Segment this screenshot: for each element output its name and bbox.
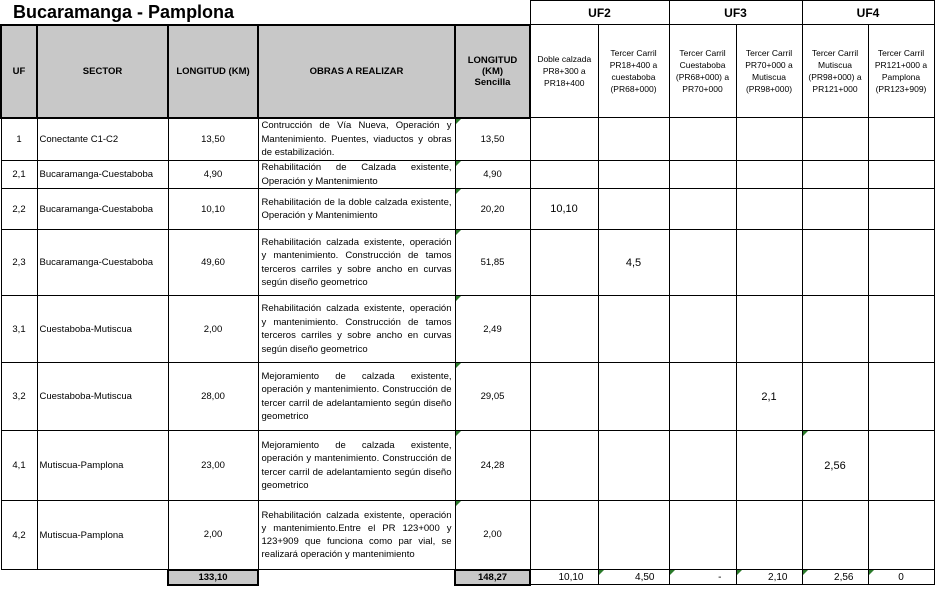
cell-sencilla: 2,49	[455, 296, 530, 363]
cell-sub	[530, 161, 598, 189]
cell-sencilla: 13,50	[455, 118, 530, 161]
header-sub-3: Tercer Carril Cuestaboba (PR68+000) a PR70+000	[669, 25, 736, 118]
cell-sub	[736, 161, 802, 189]
cell-sub	[868, 230, 934, 296]
cell-sub	[868, 161, 934, 189]
title-row	[1, 1, 934, 25]
cell-uf: 2,3	[1, 230, 37, 296]
cell-sub	[868, 431, 934, 501]
cell-sub	[802, 161, 868, 189]
total-sub: 2,56	[802, 570, 868, 585]
header-uf: UF	[1, 25, 37, 118]
cell-obras: Mejoramiento de calzada existente, operación y mantenimiento. Construcción de tercer carril de adelantamiento según diseño geometrico	[258, 363, 455, 431]
cell-sub	[868, 118, 934, 161]
cell-sector: Cuestaboba-Mutiscua	[37, 363, 168, 431]
header-row	[1, 25, 934, 118]
cell-sub	[802, 189, 868, 230]
cell-obras: Contrucción de Vía Nueva, Operación y Mantenimiento. Puentes, viaductos y obras de estabilización.	[258, 118, 455, 161]
cell-sencilla: 20,20	[455, 189, 530, 230]
group-uf2: UF2	[530, 1, 669, 25]
cell-sub	[868, 501, 934, 570]
cell-sub	[802, 296, 868, 363]
header-obras: OBRAS A REALIZAR	[258, 25, 455, 118]
cell-sub	[802, 363, 868, 431]
cell-uf: 2,1	[1, 161, 37, 189]
cell-longitud: 2,00	[168, 296, 258, 363]
cell-sub	[530, 118, 598, 161]
cell-obras: Rehabilitación de la doble calzada existente, Operación y Mantenimiento	[258, 189, 455, 230]
cell-sector: Cuestaboba-Mutiscua	[37, 296, 168, 363]
cell-sub	[598, 189, 669, 230]
cell-sencilla: 24,28	[455, 431, 530, 501]
header-longitud: LONGITUD (KM)	[168, 25, 258, 118]
cell-uf: 1	[1, 118, 37, 161]
cell-sub: 2,56	[802, 431, 868, 501]
cell-uf: 3,2	[1, 363, 37, 431]
cell-sub	[669, 118, 736, 161]
totals-row	[1, 570, 934, 585]
cell-sub	[736, 230, 802, 296]
cell-sub	[598, 501, 669, 570]
header-sector: SECTOR	[37, 25, 168, 118]
table-row	[1, 118, 934, 161]
cell-sub: 2,1	[736, 363, 802, 431]
cell-obras: Rehabilitación de Calzada existente, Operación y Mantenimiento	[258, 161, 455, 189]
cell-longitud: 49,60	[168, 230, 258, 296]
cell-sub	[736, 501, 802, 570]
table-row	[1, 363, 934, 431]
cell-sub	[530, 296, 598, 363]
totals-empty	[1, 570, 37, 585]
cell-uf: 4,2	[1, 501, 37, 570]
cell-sub	[669, 363, 736, 431]
totals-empty	[258, 570, 455, 585]
cell-obras: Rehabilitación calzada existente, operación y mantenimiento. Construcción de tamos terceros carriles y sobre ancho en curvas según diseño geometrico	[258, 296, 455, 363]
cell-longitud: 13,50	[168, 118, 258, 161]
cell-sencilla: 29,05	[455, 363, 530, 431]
total-sub: 0	[868, 570, 934, 585]
cell-sub	[669, 501, 736, 570]
table-row	[1, 230, 934, 296]
cell-sub	[530, 363, 598, 431]
header-longitud-sencilla-line2: Sencilla	[474, 76, 511, 88]
cell-sencilla: 2,00	[455, 501, 530, 570]
total-sub: 2,10	[736, 570, 802, 585]
cell-sub	[802, 118, 868, 161]
total-longitud: 133,10	[168, 570, 258, 585]
cell-sub	[598, 118, 669, 161]
cell-sub	[598, 363, 669, 431]
table-row	[1, 161, 934, 189]
cell-obras: Rehabilitación calzada existente, operación y mantenimiento.Entre el PR 123+000 y 123+909 que funciona como par vial, se realizará operación y mantenimiento	[258, 501, 455, 570]
cell-sub	[530, 501, 598, 570]
total-sub: -	[669, 570, 736, 585]
group-uf4: UF4	[802, 1, 934, 25]
cell-sector: Mutiscua-Pamplona	[37, 431, 168, 501]
cell-sub	[736, 431, 802, 501]
cell-sub	[669, 296, 736, 363]
cell-longitud: 2,00	[168, 501, 258, 570]
cell-sector: Bucaramanga-Cuestaboba	[37, 161, 168, 189]
cell-longitud: 4,90	[168, 161, 258, 189]
cell-uf: 3,1	[1, 296, 37, 363]
cell-sub	[669, 431, 736, 501]
cell-uf: 4,1	[1, 431, 37, 501]
header-sub-2: Tercer Carril PR18+400 a cuestaboba (PR68+000)	[598, 25, 669, 118]
cell-sub	[868, 189, 934, 230]
total-sub: 4,50	[598, 570, 669, 585]
cell-sub: 4,5	[598, 230, 669, 296]
cell-sub: 10,10	[530, 189, 598, 230]
header-longitud-sencilla	[455, 25, 530, 118]
cell-sub	[530, 230, 598, 296]
header-sub-1: Doble calzada PR8+300 a PR18+400	[530, 25, 598, 118]
cell-sub	[802, 230, 868, 296]
header-sub-4: Tercer Carril PR70+000 a Mutiscua (PR98+000)	[736, 25, 802, 118]
header-sub-6: Tercer Carril PR121+000 a Pamplona (PR123+909)	[868, 25, 934, 118]
cell-longitud: 23,00	[168, 431, 258, 501]
cell-sub	[669, 161, 736, 189]
header-longitud-sencilla-line1: LONGITUD (KM)	[467, 54, 518, 77]
cell-sub	[868, 296, 934, 363]
cell-sector: Mutiscua-Pamplona	[37, 501, 168, 570]
cell-sub	[736, 118, 802, 161]
table-row	[1, 501, 934, 570]
table-title: Bucaramanga - Pamplona	[1, 1, 530, 25]
cell-uf: 2,2	[1, 189, 37, 230]
group-uf3: UF3	[669, 1, 802, 25]
cell-sub	[802, 501, 868, 570]
cell-sub	[598, 296, 669, 363]
cell-sub	[669, 230, 736, 296]
table-row	[1, 296, 934, 363]
cell-longitud: 28,00	[168, 363, 258, 431]
cell-sub	[736, 189, 802, 230]
cell-sub	[530, 431, 598, 501]
cell-sector: Conectante C1-C2	[37, 118, 168, 161]
cell-sub	[736, 296, 802, 363]
cell-sub	[868, 363, 934, 431]
total-sencilla: 148,27	[455, 570, 530, 585]
cell-obras: Rehabilitación calzada existente, operación y mantenimiento. Construcción de tamos terceros carriles y sobre ancho en curvas según diseño geometrico	[258, 230, 455, 296]
cell-sector: Bucaramanga-Cuestaboba	[37, 189, 168, 230]
cell-sencilla: 4,90	[455, 161, 530, 189]
cell-sector: Bucaramanga-Cuestaboba	[37, 230, 168, 296]
table-row	[1, 189, 934, 230]
total-sub: 10,10	[530, 570, 598, 585]
cell-obras: Mejoramiento de calzada existente, operación y mantenimiento. Construcción de tercer carril de adelantamiento según diseño geometrico	[258, 431, 455, 501]
cell-sub	[598, 431, 669, 501]
totals-empty	[37, 570, 168, 585]
cell-sub	[598, 161, 669, 189]
header-sub-5: Tercer Carril Mutiscua (PR98+000) a PR121+000	[802, 25, 868, 118]
cell-longitud: 10,10	[168, 189, 258, 230]
cell-sub	[669, 189, 736, 230]
cell-sencilla: 51,85	[455, 230, 530, 296]
table-row	[1, 431, 934, 501]
